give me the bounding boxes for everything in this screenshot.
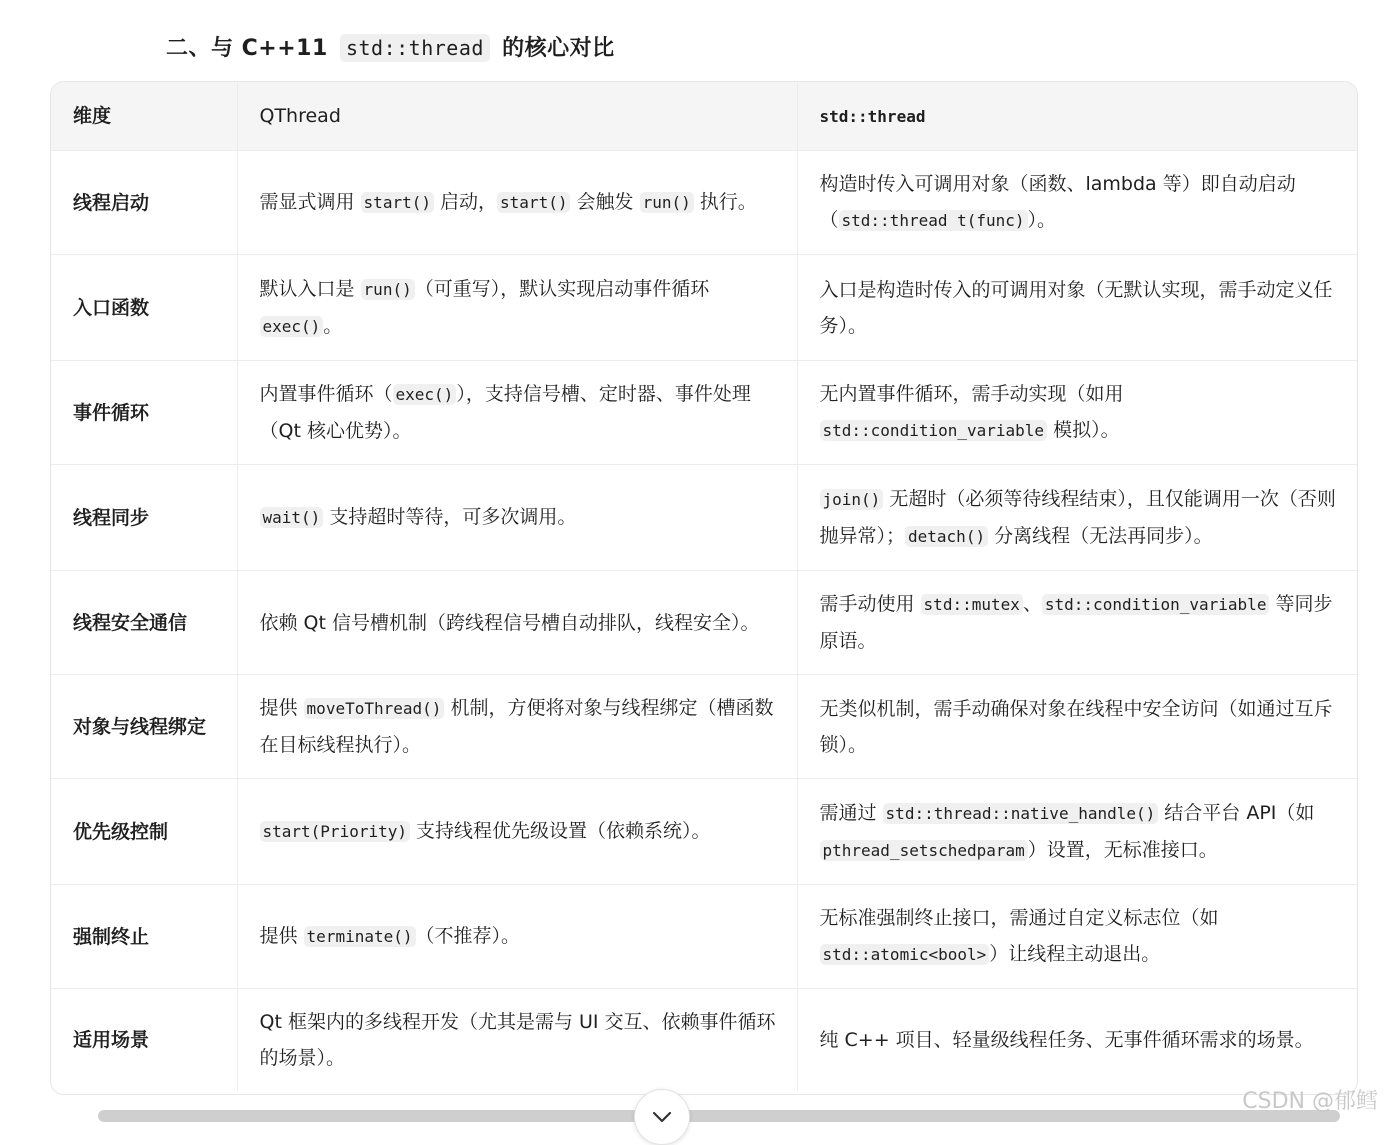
cell-text: 纯 C++ 项目、轻量级线程任务、无事件循环需求的场景。 xyxy=(819,1028,1314,1051)
cell-text: ）让线程主动退出。 xyxy=(989,943,1161,965)
cell-text: 启动， xyxy=(433,191,498,213)
cell-text: 无内置事件循环，需手动实现（如用 xyxy=(819,383,1124,405)
cell-text: 无标准强制终止接口，需通过自定义标志位（如 xyxy=(819,907,1219,929)
cell-dimension: 优先级控制 xyxy=(51,779,237,885)
header-dimension: 维度 xyxy=(51,82,237,151)
cell-text: （不推荐）。 xyxy=(415,925,521,947)
cell-text: 结合平台 API（如 xyxy=(1158,801,1315,824)
section-heading xyxy=(166,30,615,66)
table-row xyxy=(51,361,1357,465)
inline-code: moveToThread() xyxy=(304,698,445,719)
header-std-thread-code: std::thread xyxy=(819,106,926,126)
inline-code: std::thread t(func) xyxy=(839,210,1028,231)
cell-text: 需显式调用 xyxy=(259,191,361,213)
inline-code: std::atomic<bool> xyxy=(820,944,990,965)
table-body xyxy=(51,151,1357,1091)
cell-std-thread xyxy=(797,255,1357,361)
inline-code: run() xyxy=(640,192,694,213)
inline-code: start() xyxy=(361,192,434,213)
inline-code: std::condition_variable xyxy=(1042,594,1270,615)
table-row xyxy=(51,571,1357,675)
cell-text: 需通过 xyxy=(819,801,883,824)
cell-std-thread xyxy=(797,885,1357,989)
cell-text: 支持线程优先级设置（依赖系统）。 xyxy=(410,820,711,842)
table-row xyxy=(51,255,1357,361)
table-row xyxy=(51,779,1357,885)
table-row xyxy=(51,465,1357,571)
table-row xyxy=(51,885,1357,989)
cell-text: 。 xyxy=(323,314,343,337)
cell-text: 模拟）。 xyxy=(1047,419,1120,441)
inline-code: run() xyxy=(361,279,415,300)
cell-qthread xyxy=(237,361,797,465)
cell-text: 等同步原语。 xyxy=(819,593,1333,652)
cell-text: 提供 xyxy=(259,925,304,947)
cell-text: 需手动使用 xyxy=(819,593,921,615)
table-row xyxy=(51,675,1357,779)
cell-text: （可重写），默认实现启动事件循环 xyxy=(414,277,710,300)
cell-std-thread xyxy=(797,779,1357,885)
cell-qthread xyxy=(237,571,797,675)
cell-std-thread xyxy=(797,151,1357,255)
inline-code: wait() xyxy=(260,507,324,528)
watermark: CSDN @郁鳕 xyxy=(1242,1089,1378,1114)
inline-code: std::thread::native_handle() xyxy=(883,803,1159,824)
cell-text: ）。 xyxy=(1027,209,1057,231)
cell-dimension: 事件循环 xyxy=(51,361,237,465)
table-row xyxy=(51,151,1357,255)
cell-qthread xyxy=(237,779,797,885)
cell-text: 内置事件循环（ xyxy=(259,383,393,405)
cell-std-thread xyxy=(797,989,1357,1091)
cell-dimension: 入口函数 xyxy=(51,255,237,361)
inline-code: start(Priority) xyxy=(260,821,411,842)
cell-dimension: 适用场景 xyxy=(51,989,237,1091)
table-row xyxy=(51,989,1357,1091)
cell-text: ），支持信号槽、定时器、事件处理（Qt 核心优势）。 xyxy=(259,383,751,442)
cell-text: 提供 xyxy=(259,697,304,719)
cell-text: 执行。 xyxy=(693,191,757,213)
header-std-thread xyxy=(797,82,1357,151)
cell-qthread xyxy=(237,151,797,255)
cell-dimension: 线程安全通信 xyxy=(51,571,237,675)
inline-code: terminate() xyxy=(304,926,416,947)
heading-suffix: 的核心对比 xyxy=(502,36,615,61)
cell-dimension: 强制终止 xyxy=(51,885,237,989)
cell-text: 入口是构造时传入的可调用对象（无默认实现，需手动定义任务）。 xyxy=(819,278,1333,337)
inline-code: exec() xyxy=(260,316,324,337)
cell-std-thread xyxy=(797,465,1357,571)
cell-text: 无超时（必须等待线程结束），且仅能调用一次（否则抛异常）； xyxy=(819,487,1336,547)
cell-text: 会触发 xyxy=(570,191,640,213)
comparison-table xyxy=(51,82,1357,1091)
scroll-down-button[interactable] xyxy=(634,1089,690,1145)
inline-code: exec() xyxy=(393,384,457,405)
cell-text: Qt 框架内的多线程开发（尤其是需与 UI 交互、依赖事件循环的场景）。 xyxy=(259,1010,776,1069)
inline-code: std::mutex xyxy=(921,594,1023,615)
cell-std-thread xyxy=(797,675,1357,779)
heading-prefix: 二、与 C++11 xyxy=(166,36,328,61)
cell-text: 分离线程（无法再同步）。 xyxy=(988,524,1213,547)
cell-qthread xyxy=(237,989,797,1091)
cell-qthread xyxy=(237,255,797,361)
cell-text: 构造时传入可调用对象（函数、lambda 等）即自动启动（ xyxy=(819,173,1296,231)
header-qthread: QThread xyxy=(237,82,797,151)
cell-text: 无类似机制，需手动确保对象在线程中安全访问（如通过互斥锁）。 xyxy=(819,697,1333,756)
cell-text: 依赖 Qt 信号槽机制（跨线程信号槽自动排队，线程安全）。 xyxy=(259,611,760,634)
comparison-table-container xyxy=(50,81,1358,1095)
cell-text: ）设置，无标准接口。 xyxy=(1027,838,1218,861)
cell-dimension: 线程启动 xyxy=(51,151,237,255)
cell-text: 默认入口是 xyxy=(259,277,361,300)
inline-code: std::condition_variable xyxy=(820,420,1048,441)
cell-dimension: 对象与线程绑定 xyxy=(51,675,237,779)
cell-qthread xyxy=(237,675,797,779)
cell-std-thread xyxy=(797,361,1357,465)
horizontal-scrollbar[interactable] xyxy=(98,1110,1340,1122)
cell-qthread xyxy=(237,465,797,571)
chevron-down-icon xyxy=(651,1110,673,1124)
cell-std-thread xyxy=(797,571,1357,675)
cell-text: 、 xyxy=(1022,593,1042,615)
inline-code: detach() xyxy=(905,526,988,547)
inline-code: join() xyxy=(820,489,884,510)
cell-text: 机制，方便将对象与线程绑定（槽函数在目标线程执行）。 xyxy=(259,697,774,756)
cell-text: 支持超时等待，可多次调用。 xyxy=(323,506,577,528)
inline-code: pthread_setschedparam xyxy=(820,840,1028,861)
table-header-row xyxy=(51,82,1357,151)
inline-code: start() xyxy=(497,192,570,213)
cell-qthread xyxy=(237,885,797,989)
cell-dimension: 线程同步 xyxy=(51,465,237,571)
heading-code: std::thread xyxy=(340,34,490,62)
